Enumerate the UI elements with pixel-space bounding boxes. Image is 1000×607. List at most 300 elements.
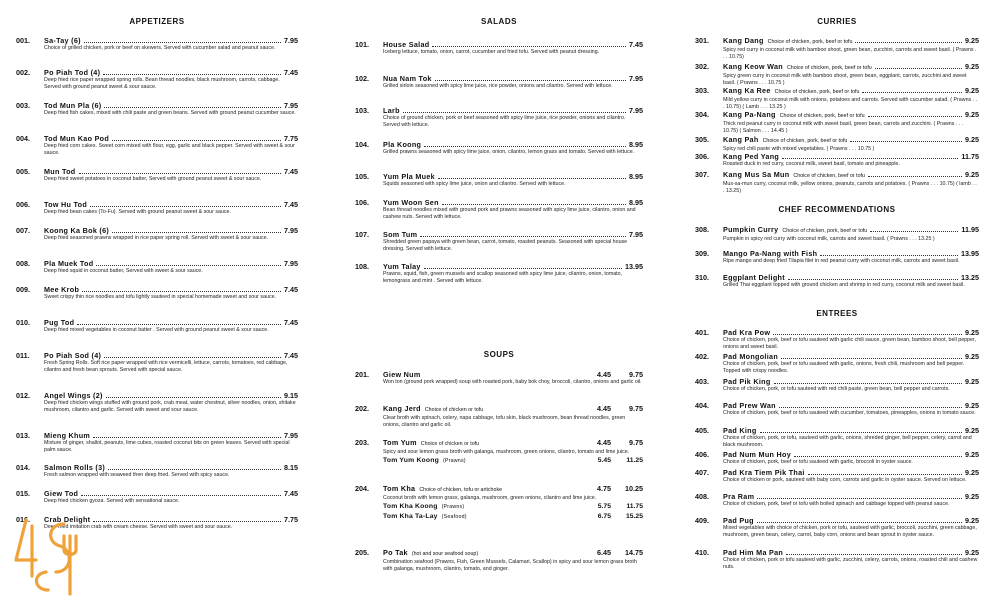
dot-leader <box>757 517 962 523</box>
menu-item-line <box>695 62 979 73</box>
menu-item <box>16 489 298 505</box>
item-description: Mixed vegetables with choice of chicken, pork or tofu, sauteed with garlic, broccoli, zucchini, green cabbage, mushroom, green bean, celery, carrot, baby corn, onions and bean sprout in oyster sauce. <box>723 525 977 538</box>
price-cup: 4.75 <box>597 484 611 493</box>
item-description: Choice of chicken, pork or tofu sauteed with garlic, zucchini, celery, carrots, onions, roasted chili and cashew nuts. <box>723 557 978 570</box>
menu-item <box>695 548 979 571</box>
item-number: 302. <box>695 62 709 71</box>
item-name: Pla Koong <box>383 140 422 149</box>
item-price: 9.25 <box>965 170 979 179</box>
menu-item <box>695 170 979 195</box>
menu-item-line <box>16 259 298 268</box>
item-number: 202. <box>355 404 369 413</box>
item-number: 406. <box>695 450 709 459</box>
menu-item <box>695 492 979 508</box>
item-description: Choice of chicken, pork, or tofu, sauteed with garlic, onions, shreded ginger, bell pepper, celery, carrot and black mushroom. <box>723 435 972 448</box>
item-number: 009. <box>16 285 30 294</box>
item-name: Eggplant Delight <box>723 273 785 282</box>
item-price: 8.95 <box>629 172 643 181</box>
menu-item <box>695 62 979 87</box>
price-bowl: 11.25 <box>626 456 643 464</box>
item-description: Deep fried seasoned prawns wrapped in rice paper spring roll. Served with sweet & sour sauce. <box>44 235 269 241</box>
dot-leader <box>855 37 962 43</box>
menu-item-line <box>695 135 979 146</box>
item-price: 7.95 <box>629 106 643 115</box>
item-price: 11.75 <box>961 152 979 161</box>
menu-item-line <box>16 226 298 235</box>
item-description: Choice of chicken, pork, beef or tofu sauteed with garlic, broccoli in oyster sauce. <box>723 459 913 465</box>
menu-item <box>355 172 643 188</box>
item-name: Pad Him Ma Pan <box>723 548 784 557</box>
item-number: 308. <box>695 225 709 234</box>
menu-item-line <box>16 351 298 360</box>
item-price: 9.25 <box>965 450 979 459</box>
menu-item-line <box>355 106 643 115</box>
menu-item-line <box>355 438 643 449</box>
item-price: 9.25 <box>965 110 979 119</box>
item-number: 106. <box>355 198 369 207</box>
dot-leader <box>794 451 962 457</box>
menu-item <box>355 484 643 522</box>
menu-item-line <box>16 200 298 209</box>
dot-leader <box>96 260 281 266</box>
item-name: Mee Krob <box>44 285 80 294</box>
menu-item <box>16 167 298 183</box>
price-bowl: 10.25 <box>625 484 643 493</box>
item-name: Kang Dang <box>723 36 764 45</box>
item-name: Pad Prew Wan <box>723 401 776 410</box>
item-choice: Choice of chicken or tofu <box>424 407 484 413</box>
price-bowl: 15.25 <box>625 512 643 520</box>
item-name: Yum Talay <box>383 262 421 271</box>
price-cup: 6.45 <box>597 548 611 557</box>
item-description: Choice of chicken, pork, beef or tofu sauteed with garlic chili sauce, green bean, bamboo shoot, bell pepper, onions and sweet basil. <box>723 337 976 350</box>
item-price: 9.25 <box>965 426 979 435</box>
menu-item-line <box>16 463 298 472</box>
price-bowl: 11.75 <box>626 502 643 510</box>
menu-item <box>695 377 979 393</box>
item-choice: (hot and sour seafood soup) <box>411 551 479 557</box>
dot-leader <box>868 111 962 117</box>
menu-item-line <box>695 273 979 282</box>
soups-title: SOUPS <box>483 350 515 359</box>
item-description: Deep fried rice paper wrapped spring rolls. Bean thread noodles, black mushroom, carrots, cabbage. Served with ground peanut sweet & sour sauce. <box>44 77 280 90</box>
dot-leader <box>84 37 281 43</box>
item-choice: Choice of chicken, pork, beef or tofu <box>786 65 872 71</box>
item-number: 105. <box>355 172 369 181</box>
dot-leader <box>93 516 281 522</box>
dot-leader <box>788 274 958 280</box>
item-number: 307. <box>695 170 709 179</box>
menu-item <box>355 262 643 285</box>
item-name: Pumpkin Curry <box>723 225 779 234</box>
menu-item <box>695 225 979 243</box>
menu-item-line <box>16 431 298 440</box>
item-description: Choice of grilled chicken, pork or beef on skewers. Served with cucumber salad and peanut sauce. <box>44 45 276 51</box>
item-price: 9.25 <box>965 328 979 337</box>
item-name: Pad Mongolian <box>723 352 779 361</box>
item-number: 201. <box>355 370 369 379</box>
item-description: Shredded green papaya with green bean, carrot, tomato, roasted peanuts. Seasoned with special house dressing. Served with lettuce. <box>383 239 628 252</box>
item-name: Kang Ka Ree <box>723 86 771 95</box>
dot-leader <box>104 102 281 108</box>
item-price: 7.45 <box>284 285 298 294</box>
item-number: 108. <box>355 262 369 271</box>
item-price: 13.95 <box>961 249 979 258</box>
item-number: 104. <box>355 140 369 149</box>
restaurant-logo <box>12 514 92 598</box>
dot-leader <box>93 432 281 438</box>
item-name: Som Tum <box>383 230 418 239</box>
menu-item <box>355 370 643 386</box>
menu-item-line <box>355 140 643 149</box>
item-name: Crab Delight <box>44 515 91 524</box>
menu-item <box>16 36 298 52</box>
price-cup: 4.45 <box>597 438 611 447</box>
dot-leader <box>779 402 962 408</box>
dot-leader <box>420 231 626 237</box>
menu-item <box>695 468 979 484</box>
menu-item <box>355 230 643 253</box>
item-description: Choice of chicken, pork, beef or tofu with boiled spinach and cabbage topped with peanut sauce. <box>723 501 950 507</box>
menu-item-line <box>16 285 298 294</box>
item-price: 9.25 <box>965 352 979 361</box>
item-description: Choice of chicken, pork, beef or tofu sauteed with cucumber, tomatoes, pineapples, onions in tomato sauce. <box>723 410 976 416</box>
menu-item <box>16 351 298 374</box>
item-number: 101. <box>355 40 369 49</box>
menu-item <box>355 140 643 156</box>
item-description: Deep fried sweet potatoes in coconut batter, Served with ground peanut sweet & sour sauce. <box>44 176 262 182</box>
menu-item <box>355 438 643 466</box>
item-name: Koong Ka Bok (6) <box>44 226 110 235</box>
menu-item <box>695 36 979 61</box>
dot-leader <box>424 141 626 147</box>
item-name: Po Tak <box>383 548 408 557</box>
item-name: Salmon Rolls (3) <box>44 463 106 472</box>
item-number: 303. <box>695 86 709 95</box>
item-price: 13.95 <box>625 262 643 271</box>
menu-item-line <box>695 86 979 97</box>
item-description: Iceberg lettuce, tomato, onion, carrot, cucumber and fried tofu. Served with peanut dressing. <box>383 49 600 55</box>
menu-item <box>16 463 298 479</box>
item-number: 003. <box>16 101 30 110</box>
item-description: Bean thread noodles mixed with ground pork and prawns seasoned with spicy lime juice, cilantro, onion and cashew nuts. Served with lettuce. <box>383 207 636 220</box>
dot-leader <box>782 153 958 159</box>
item-price: 9.25 <box>965 86 979 95</box>
dot-leader <box>786 549 962 555</box>
menu-item-line <box>16 101 298 110</box>
dot-leader <box>868 171 962 177</box>
item-name: Mieng Khum <box>44 431 91 440</box>
menu-item-line <box>355 370 643 379</box>
item-price: 7.95 <box>284 431 298 440</box>
item-price: 7.95 <box>629 74 643 83</box>
price-cup: 6.75 <box>597 512 611 520</box>
item-name: Sa-Tay (6) <box>44 36 81 45</box>
menu-item-line <box>16 36 298 45</box>
menu-item <box>695 401 979 417</box>
chef-recommendations-title: CHEF RECOMMENDATIONS <box>778 205 896 214</box>
menu-item-line <box>355 198 643 207</box>
menu-item <box>16 101 298 117</box>
menu-item-line <box>695 401 979 410</box>
dot-leader <box>862 87 962 93</box>
dot-leader <box>77 319 281 325</box>
menu-item-line <box>695 36 979 47</box>
item-price: 7.45 <box>284 167 298 176</box>
dot-leader <box>435 75 626 81</box>
item-number: 402. <box>695 352 709 361</box>
price-cup: 4.45 <box>597 370 611 379</box>
item-choice: Choice of chicken, beef or tofu <box>793 173 865 179</box>
variant-name: Tom Kha Koong (Prawns) <box>383 502 465 510</box>
item-description: Spicy green curry in coconut milk with bamboo shoot, green bean, eggplant, carrots, zucchini and sweet basil. ( Prawns . . . 10.75 ) <box>723 73 967 86</box>
menu-item <box>16 259 298 275</box>
menu-item <box>695 352 979 375</box>
variant-type: (Seafood) <box>441 513 467 520</box>
item-number: 015. <box>16 489 30 498</box>
menu-item-line <box>355 262 643 271</box>
item-name: Pad Pug <box>723 516 754 525</box>
item-name: Kang Keow Wan <box>723 62 783 71</box>
item-price: 7.45 <box>284 351 298 360</box>
menu-item-line <box>16 134 298 143</box>
menu-item <box>695 110 979 135</box>
item-number: 310. <box>695 273 709 282</box>
item-description: Deep fried corn cakes. Sweet corn mixed with flour, egg, garlic and black pepper. Served with sweet & sour sauce. <box>44 143 295 156</box>
menu-item <box>355 198 643 221</box>
menu-item-line <box>695 152 979 161</box>
item-price: 9.25 <box>965 62 979 71</box>
item-price: 8.95 <box>629 198 643 207</box>
variant-name: Tom Kha Ta-Lay (Seafood) <box>383 512 467 520</box>
menu-item <box>695 86 979 111</box>
item-choice: Choice of chicken, pork, beef or tofu <box>774 89 860 95</box>
item-name: Kang Pa-Nang <box>723 110 776 119</box>
item-price: 9.25 <box>965 468 979 477</box>
item-name: Tom Kha <box>383 484 416 493</box>
item-variant <box>355 456 643 466</box>
item-description: Prawns, squid, fish, green mussels and scallop seasoned with spicy lime juice, cilantro, onion, tomato, lemongrass and mint . Served with lettuce. <box>383 271 623 284</box>
dot-leader <box>424 263 622 269</box>
item-name: Pra Ram <box>723 492 755 501</box>
item-description: Deep fried imitation crab with cream cheese. Served with sweet and sour sauce. <box>44 524 233 530</box>
item-description: Thick red peanut curry in coconut milk with sweet basil, green bean, carrots and zucchini. ( Prawns . . . 10.75) ( Salmon . . . 14.45 ) <box>723 121 964 134</box>
menu-item-line <box>695 352 979 361</box>
item-description: Deep fried squid in coconut batter, Served with sweet & sour sauce. <box>44 268 203 274</box>
item-choice: Choice of chicken, pork, beef or tofu <box>762 138 848 144</box>
item-description: Fresh Spring Rolls. Soft rice paper wrapped with rice vermicelli, lettuce, carrots, tomatoes, red cabbage, cilantro and fresh bean sprouts. Served with special sauce. <box>44 360 288 373</box>
item-number: 301. <box>695 36 709 45</box>
item-variant <box>355 512 643 522</box>
menu-item <box>16 318 298 334</box>
menu-item-line <box>695 170 979 181</box>
dot-leader <box>106 392 281 398</box>
menu-item <box>695 328 979 351</box>
menu-item-line <box>695 249 979 258</box>
dot-leader <box>808 469 962 475</box>
item-number: 305. <box>695 135 709 144</box>
item-number: 006. <box>16 200 30 209</box>
item-number: 309. <box>695 249 709 258</box>
menu-item <box>16 391 298 414</box>
item-name: Kang Ped Yang <box>723 152 780 161</box>
item-name: Pad Kra Tiem Pik Thai <box>723 468 805 477</box>
item-description: Choice of chicken, pork, beef or tofu sauteed with garlic, onions, fresh chili, mushroom and bell pepper. Topped with crispy noodles. <box>723 361 965 374</box>
item-price: 9.25 <box>965 36 979 45</box>
item-name: Tom Yum <box>383 438 417 447</box>
item-name: Mun Tod <box>44 167 76 176</box>
dot-leader <box>442 199 626 205</box>
variant-type: (Prawns) <box>442 457 466 464</box>
menu-item-line <box>355 172 643 181</box>
menu-item-line <box>16 167 298 176</box>
item-name: Pla Muek Tod <box>44 259 94 268</box>
dot-leader <box>112 227 281 233</box>
menu-item-line <box>695 492 979 501</box>
menu-item-line <box>16 489 298 498</box>
item-name: Pad Pik King <box>723 377 771 386</box>
item-price: 13.25 <box>961 273 979 282</box>
menu-item <box>355 74 643 90</box>
item-number: 408. <box>695 492 709 501</box>
item-name: Po Piah Tod (4) <box>44 68 101 77</box>
price-bowl: 9.75 <box>629 438 643 447</box>
item-price: 7.45 <box>629 40 643 49</box>
item-name: Angel Wings (2) <box>44 391 103 400</box>
menu-item <box>16 134 298 157</box>
item-name: Pad King <box>723 426 757 435</box>
menu-item-line <box>355 74 643 83</box>
item-price: 7.95 <box>284 101 298 110</box>
dot-leader <box>82 286 281 292</box>
price-cup: 5.75 <box>597 502 611 510</box>
item-name: Giew Num <box>383 370 421 379</box>
item-choice: Choice of chicken, pork, beef or tofu <box>779 113 865 119</box>
item-variant <box>355 502 643 512</box>
item-number: 405. <box>695 426 709 435</box>
menu-item-line <box>16 391 298 400</box>
item-description: Combination seafood (Prawns, Fish, Green Mussels, Calamari, Scallop) in spicy and sour lemon grass broth with galanga, mushroom, cilantro, tomato, and ginger. <box>383 559 637 572</box>
dot-leader <box>112 135 281 141</box>
item-description: Deep fried chicken wings stuffed with ground pork, crab meat, water chestnut, silver noodles, onion, shitake mushroom, cilantro and garlic. Served with sweet and sour sauce. <box>44 400 296 413</box>
dot-leader <box>875 63 962 69</box>
menu-item-line <box>695 516 979 525</box>
dot-leader <box>432 41 626 47</box>
menu-item <box>695 249 979 265</box>
item-choice: Choice of chicken, pork, beef or tofu <box>767 39 853 45</box>
item-number: 001. <box>16 36 30 45</box>
item-description: Squids seasoned with spicy lime juice, onion and cilantro. Served with lettuce. <box>383 181 566 187</box>
item-number: 008. <box>16 259 30 268</box>
item-name: Yum Woon Sen <box>383 198 439 207</box>
menu-item <box>695 426 979 449</box>
menu-item-line <box>695 377 979 386</box>
menu-item <box>695 152 979 168</box>
item-name: Kang Mus Sa Mun <box>723 170 790 179</box>
item-price: 7.45 <box>284 200 298 209</box>
menu-item <box>16 200 298 216</box>
item-number: 304. <box>695 110 709 119</box>
item-price: 7.45 <box>284 489 298 498</box>
item-description: Grilled prawns seasoned with spicy lime juice, onion, cilantro, lemon grass and tomato. Served with lettuce. <box>383 149 635 155</box>
menu-item <box>16 285 298 301</box>
salads-title: SALADS <box>481 17 517 26</box>
item-number: 205. <box>355 548 369 557</box>
item-price: 7.45 <box>284 318 298 327</box>
price-cup: 4.45 <box>597 404 611 413</box>
item-number: 203. <box>355 438 369 447</box>
menu-item <box>355 548 643 573</box>
item-number: 401. <box>695 328 709 337</box>
item-number: 005. <box>16 167 30 176</box>
dot-leader <box>773 329 962 335</box>
dot-leader <box>79 168 281 174</box>
dot-leader <box>438 173 626 179</box>
menu-item <box>16 431 298 454</box>
item-description: Sweet crispy thin rice noodles and tofu lightly sauteed in special homemade sweet and sour sauce. <box>44 294 277 300</box>
item-description: Grilled sirloin seasoned with spicy lime juice, rice powder, onions and cilantro. Served with lettuce. <box>383 83 613 89</box>
dot-leader <box>820 250 958 256</box>
item-price: 7.95 <box>284 259 298 268</box>
item-number: 407. <box>695 468 709 477</box>
item-price: 9.25 <box>965 377 979 386</box>
menu-item <box>695 450 979 466</box>
item-description: Mild yellow curry in coconut milk with onions, potatoes and carrots. Served with cucumber salad. ( Prawns . . . 10.75) ( Lamb . . . 13.25 ) <box>723 97 978 110</box>
item-name: Tod Mun Pla (6) <box>44 101 102 110</box>
item-description: Won ton (ground pork wrapped) soup with roasted pork, baby bok choy, broccoli, cilantro, onions and garlic oil. <box>383 379 642 385</box>
menu-item <box>16 226 298 242</box>
menu-item-line <box>695 225 979 236</box>
item-choice: Choice of chicken or tofu <box>420 441 480 447</box>
item-choice: Choice of chicken, tofu or artichoke <box>419 487 503 493</box>
menu-item-line <box>695 328 979 337</box>
item-price: 7.75 <box>284 515 298 524</box>
item-description: Spicy and sour lemon grass broth with galanga, mushroom, green onions, cilantro, tomato and lime juice. <box>383 449 630 455</box>
item-name: Pad Kra Pow <box>723 328 771 337</box>
menu-item-line <box>695 468 979 477</box>
dot-leader <box>781 353 962 359</box>
curries-title: CURRIES <box>817 17 857 26</box>
menu-item-line <box>695 450 979 459</box>
dot-leader <box>757 493 962 499</box>
item-number: 010. <box>16 318 30 327</box>
dot-leader <box>103 69 281 75</box>
menu-item-line <box>695 548 979 557</box>
menu-item <box>355 404 643 429</box>
item-name: Po Piah Sod (4) <box>44 351 102 360</box>
price-bowl: 14.75 <box>625 548 643 557</box>
dot-leader <box>403 107 626 113</box>
menu-item <box>355 106 643 129</box>
item-price: 7.95 <box>284 36 298 45</box>
item-description: Deep fried chicken gyoza. Served with sensational sauce. <box>44 498 180 504</box>
item-number: 012. <box>16 391 30 400</box>
menu-item <box>695 516 979 539</box>
price-bowl: 9.75 <box>629 370 643 379</box>
menu-item-line <box>16 318 298 327</box>
item-number: 016. <box>16 515 30 524</box>
dot-leader <box>104 352 281 358</box>
menu-item <box>695 273 979 289</box>
menu-item <box>695 135 979 153</box>
item-description: Roasted duck in red curry, coconut milk, sweet basil, tomato and pineapple. <box>723 161 900 167</box>
item-number: 410. <box>695 548 709 557</box>
item-price: 8.15 <box>284 463 298 472</box>
variant-name: Tom Yum Koong (Prawns) <box>383 456 466 464</box>
item-price: 8.95 <box>629 140 643 149</box>
item-price: 9.25 <box>965 516 979 525</box>
item-number: 011. <box>16 351 30 360</box>
